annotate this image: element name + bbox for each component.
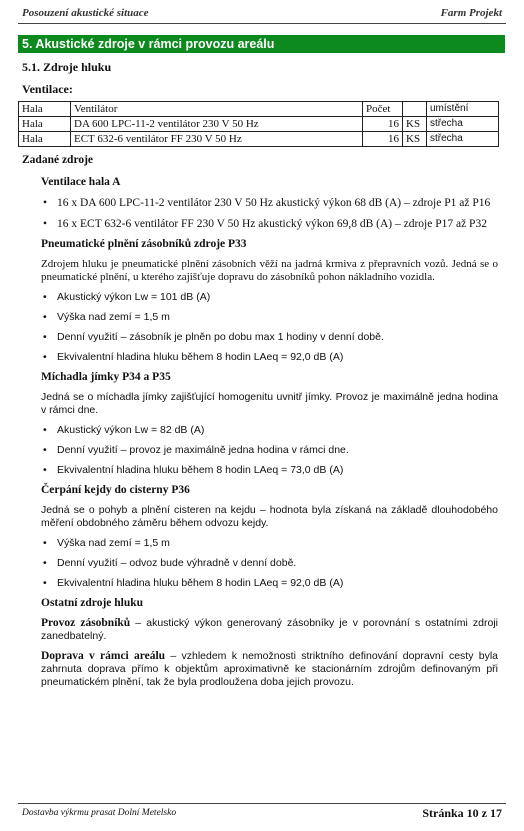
- bullet-icon: •: [43, 577, 47, 589]
- sources-content: [41, 176, 498, 696]
- header-divider: [18, 23, 506, 24]
- footer-left: Dostavba výkrmu prasat Dolní Metelsko: [22, 808, 177, 818]
- table-cell: Hala: [19, 132, 71, 147]
- zadane-zdroje-heading: Zadané zdroje: [22, 154, 94, 166]
- list-item: • Ekvivalentní hladina hluku během 8 hodin LAeq = 92,0 dB (A): [43, 351, 344, 363]
- bullet-icon: •: [43, 424, 47, 436]
- paragraph: Zdrojem hluku je pneumatické plnění zásobních věží na jadrná krmiva z přepravních vozů. Jedná se o pneumatické plnění, u kterého zajišťuje dopravu do zásobníků pohon nákladního vozidla.: [41, 258, 498, 283]
- bullet-icon: •: [43, 331, 47, 343]
- section-title: Pneumatické plnění zásobníků zdroje P33: [41, 238, 247, 250]
- list-item: • Výška nad zemí = 1,5 m: [43, 311, 170, 323]
- bullet-list: [41, 196, 498, 231]
- table-header-cell: Počet: [363, 102, 403, 117]
- paragraph: Jedná se o pohyb a plnění cisteren na kejdu – hodnota byla získaná na základě dlouhodobého měření obdobného záměru během odvozu kejdy.: [41, 504, 498, 529]
- table-cell: KS: [403, 117, 427, 132]
- list-item: • Denní využití – provoz je maximálně jedna hodina v rámci dne.: [43, 444, 349, 456]
- footer-divider: [18, 803, 506, 804]
- paragraph-lead: Doprava v rámci areálu: [41, 650, 166, 662]
- table-header-cell: Ventilátor: [71, 102, 363, 117]
- bullet-list: [41, 291, 498, 364]
- section-title: Ventilace hala A: [41, 176, 121, 188]
- bullet-icon: •: [43, 537, 47, 549]
- table-cell: KS: [403, 132, 427, 147]
- table-header-cell: [403, 102, 427, 117]
- subsection-title: 5.1. Zdroje hluku: [22, 60, 112, 74]
- table-cell: ECT 632-6 ventilátor FF 230 V 50 Hz: [71, 132, 363, 147]
- table-header-cell: Hala: [19, 102, 71, 117]
- bullet-icon: •: [43, 464, 47, 476]
- ventilace-label: Ventilace:: [22, 82, 73, 96]
- list-item: • Akustický výkon Lw = 101 dB (A): [43, 291, 211, 303]
- list-item: • Ekvivalentní hladina hluku během 8 hodin LAeq = 92,0 dB (A): [43, 577, 344, 589]
- paragraph: Doprava v rámci areálu – vzhledem k nemožnosti striktního definování dopravní cesty byla zahrnuta doprava přímo k objektům aproximativně ke stacionárním zdrojům definovaným při pneumatickém plnění, tak že byla prodloužena doba jejich provozu.: [41, 650, 498, 688]
- bullet-icon: •: [43, 218, 48, 230]
- paragraph: Provoz zásobníků – akustický výkon generovaný zásobníky je v porovnání s ostatními zdroji zanedbatelný.: [41, 617, 498, 642]
- bullet-icon: •: [43, 351, 47, 363]
- table-row: [19, 117, 499, 132]
- ventilator-table: [18, 101, 499, 147]
- table-header-cell: umístění: [427, 102, 499, 117]
- table-row: [19, 132, 499, 147]
- page-number: Stránka 10 z 17: [422, 806, 502, 820]
- list-item: • Denní využití – zásobník je plněn po dobu max 1 hodiny v denní době.: [43, 331, 384, 343]
- section-title: Čerpání kejdy do cisterny P36: [41, 484, 190, 496]
- table-cell: 16: [363, 132, 403, 147]
- table-cell: DA 600 LPC-11-2 ventilátor 230 V 50 Hz: [71, 117, 363, 132]
- header-left: Posouzení akustické situace: [22, 7, 149, 19]
- bullet-icon: •: [43, 291, 47, 303]
- table-cell: střecha: [427, 132, 499, 147]
- table-cell: střecha: [427, 117, 499, 132]
- list-item: • Ekvivalentní hladina hluku během 8 hodin LAeq = 73,0 dB (A): [43, 464, 344, 476]
- paragraph: Jedná se o míchadla jímky zajišťující homogenitu uvnitř jímky. Provoz je maximálně jedna hodina v rámci dne.: [41, 391, 498, 416]
- section-title: Ostatní zdroje hluku: [41, 597, 144, 609]
- table-header-row: [19, 102, 499, 117]
- table-cell: Hala: [19, 117, 71, 132]
- list-item: • Denní využití – odvoz bude výhradně v denní době.: [43, 557, 297, 569]
- page-header: [22, 4, 502, 22]
- list-item: • Výška nad zemí = 1,5 m: [43, 537, 170, 549]
- page-footer: [22, 808, 502, 824]
- bullet-icon: •: [43, 197, 48, 209]
- bullet-icon: •: [43, 444, 47, 456]
- list-item: • Akustický výkon Lw = 82 dB (A): [43, 424, 205, 436]
- list-item: • 16 x DA 600 LPC-11-2 ventilátor 230 V 50 Hz akustický výkon 68 dB (A) – zdroje P1 až P16: [43, 197, 491, 209]
- bullet-list: [41, 424, 498, 477]
- table-cell: 16: [363, 117, 403, 132]
- section-banner: 5. Akustické zdroje v rámci provozu areálu: [18, 35, 505, 53]
- paragraph-lead: Provoz zásobníků: [41, 617, 131, 629]
- section-title: Míchadla jímky P34 a P35: [41, 371, 171, 383]
- bullet-icon: •: [43, 557, 47, 569]
- list-item: • 16 x ECT 632-6 ventilátor FF 230 V 50 Hz akustický výkon 69,8 dB (A) – zdroje P17 až P32: [43, 218, 487, 230]
- header-right: Farm Projekt: [440, 7, 502, 19]
- bullet-list: [41, 537, 498, 590]
- bullet-icon: •: [43, 311, 47, 323]
